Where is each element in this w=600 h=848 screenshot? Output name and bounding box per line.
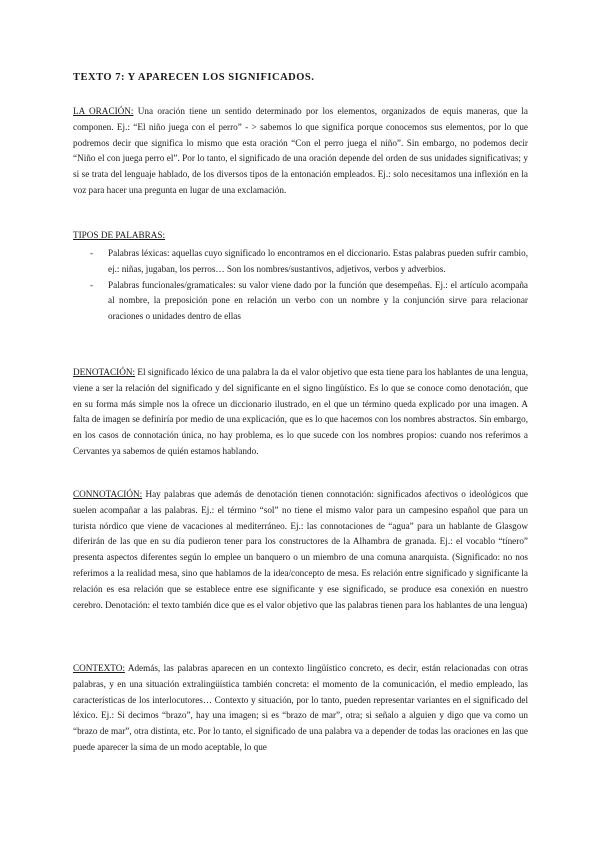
section-contexto — [73, 661, 528, 756]
bullet-dash: - — [90, 248, 94, 258]
list-item-text: Palabras léxicas: aquellas cuyo significado lo encontramos en el diccionario. Estas palabras pueden sufrir cambio, ej.: niñas, jugaban, los perros… Son los nombres/sustantivos, adjetivos, verbos y adverbios. — [108, 248, 528, 274]
heading-oracion: LA ORACIÓN: — [73, 106, 134, 116]
document-title: TEXTO 7: Y APARECEN LOS SIGNIFICADOS. — [73, 72, 315, 83]
bullet-dash: - — [90, 279, 94, 290]
heading-tipos: TIPOS DE PALABRAS: — [73, 230, 166, 240]
list-item — [90, 246, 528, 278]
section-oracion — [73, 104, 528, 199]
text-contexto: Además, las palabras aparecen en un contexto lingüístico concreto, es decir, están relacionadas con otras palabras, y en una situación extralingüística también concreta: el momento de la comunicación, el medio empleado, las características de los interlocutores… Contexto y situación, por lo tanto, pueden representar variantes en el significado del léxico. Ej.: Si decimos “brazo”, hay una imagen; si es “brazo de mar”, otra; si señalo a alguien y digo que va como un “brazo de mar”, otra distinta, etc. Por lo tanto, el significado de una palabra va a depender de todas las oraciones en las que puede aparecer la sima de un modo aceptable, lo que — [73, 663, 528, 752]
tipos-list — [90, 246, 528, 325]
text-connotacion: Hay palabras que además de denotación tienen connotación: significados afectivos o ideológicos que suelen acompañar a las palabras. Ej.: el término “sol” no tiene el mismo valor para un campesino español que para un turista nórdico que viene de vacaciones al mediterráneo. Ej.: las connotaciones de “agua” para un hablante de Glasgow diferirán de las que en su día pudieron tener para los constructores de la Alhambra de granada. Ej.: el vocablo “tínero” presenta aspectos diferentes según lo emplee un banquero o un miembro de una comuna anarquista. (Significado: no nos referimos a la realidad mesa, sino que hablamos de la idea/concepto de mesa. Es relación entre significado y significante la relación es esa relación que se establece entre ese significante y ese significado, se produce esa conexión en nuestro cerebro. Denotación: el texto también dice que es el valor objetivo que las palabras tienen para los hablantes de una lengua) — [73, 489, 528, 610]
section-connotacion — [73, 487, 528, 613]
heading-denotacion: DENOTACIÓN: — [73, 367, 136, 377]
section-denotacion — [73, 365, 528, 460]
list-item-text: Palabras funcionales/gramaticales: su valor viene dado por la función que desempeñas. Ej.: el artículo acompaña al nombre, la preposición pone en relación un verbo con un nombre y la conjunción sirve para relacionar oraciones o unidades dentro de ellas — [108, 279, 528, 322]
heading-contexto: CONTEXTO: — [73, 663, 125, 673]
text-denotacion: El significado léxico de una palabra la da el valor objetivo que esta tiene para los hablantes de una lengua, viene a ser la relación del significado y del significante en el signo lingüístico. Es lo que se conoce como denotación, que en su forma más simple nos la ofrece un diccionario ilustrado, en el que un término queda explicado por una imagen. A falta de imagen se definiría por medio de una explicación, que es lo que hacemos con los nombres abstractos. Sin embargo, en los casos de connotación única, no hay problema, es lo que sucede con los nombres propios: cuando nos referimos a Cervantes ya sabemos de quién estamos hablando. — [73, 367, 528, 456]
text-oracion: Una oración tiene un sentido determinado por los elementos, organizados de equis maneras, que la componen. Ej.: “El niño juega con el perro” - > sabemos lo que significa porque conocemos sus elementos, por lo que podremos decir que significa lo mismo que esta oración “Con el perro juega el niño”. Sin embargo, no podemos decir “Niño el con juega perro el”. Por lo tanto, el significado de una oración depende del orden de sus unidades significativas; y si se trata del lenguaje hablado, de los diversos tipos de la entonación empleados. Ej.: solo necesitamos una inflexión en la voz para hacer una pregunta en lugar de una exclamación. — [73, 106, 528, 195]
heading-connotacion: CONNOTACIÓN: — [73, 489, 143, 499]
list-item — [90, 278, 528, 325]
